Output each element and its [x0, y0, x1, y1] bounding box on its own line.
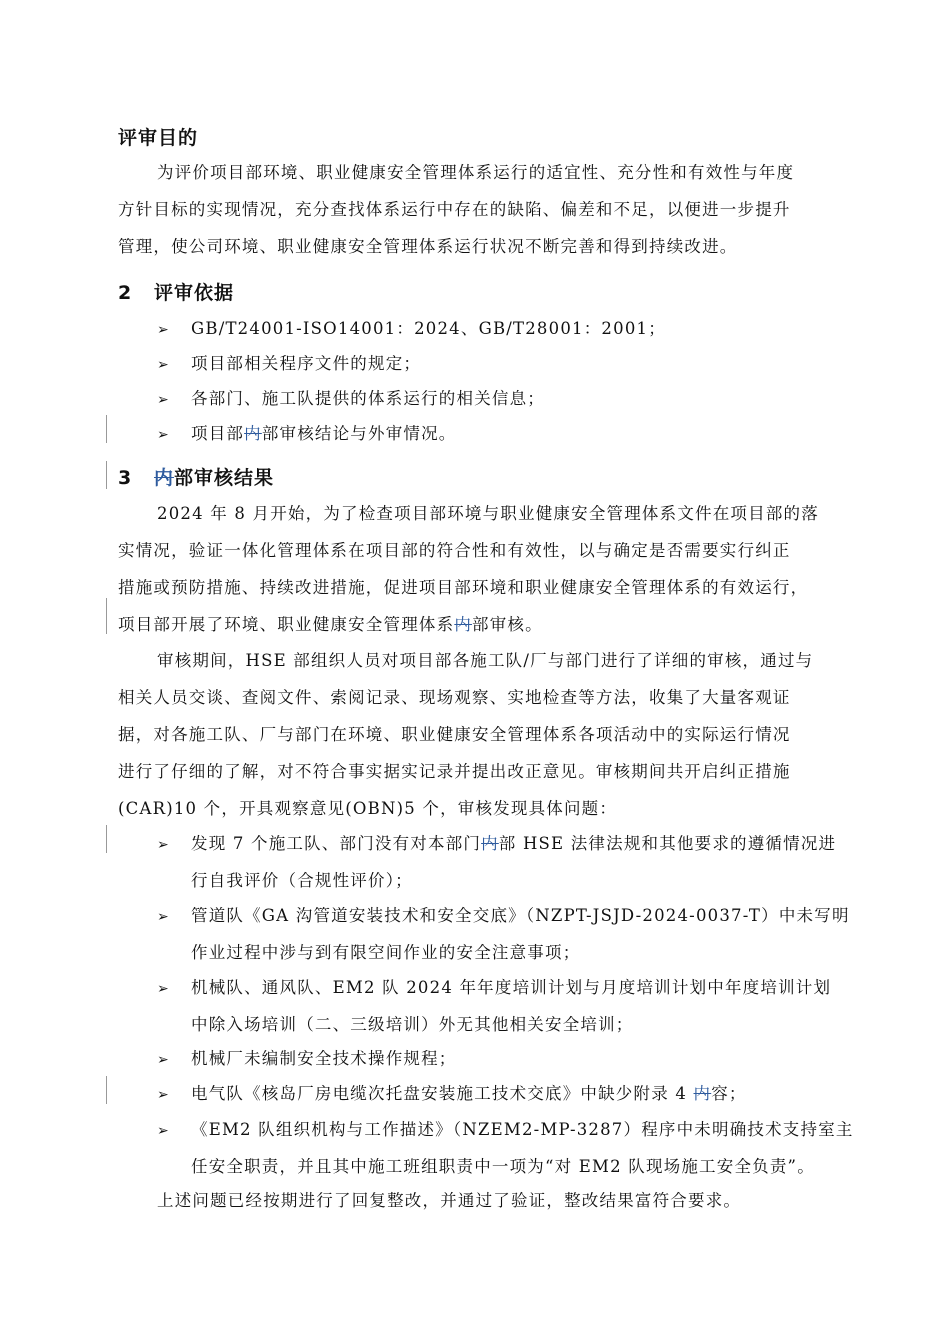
- tracked-deletion: 内: [481, 834, 499, 853]
- arrow-bullet-icon: ➢: [157, 1052, 170, 1068]
- bullet-item: ➢ 《EM2 队组织机构与工作描述》（NZEM2-MP-3287）程序中未明确技术支持室主: [157, 1120, 854, 1139]
- arrow-bullet-icon: ➢: [157, 322, 170, 338]
- revision-mark: [106, 415, 107, 443]
- bullet-item: ➢ 机械队、通风队、EM2 队 2024 年年度培训计划与月度培训计划中年度培训计划: [157, 978, 832, 997]
- arrow-bullet-icon: ➢: [157, 909, 170, 925]
- paragraph-line: 为评价项目部环境、职业健康安全管理体系运行的适宜性、充分性和有效性与年度: [157, 163, 795, 182]
- paragraph-line: 相关人员交谈、查阅文件、索阅记录、现场观察、实地检查等方法，收集了大量客观证: [118, 688, 791, 707]
- section-title-basis: 2 评审依据: [118, 282, 235, 304]
- bullet-continuation: 任安全职责，并且其中施工班组职责中一项为“对 EM2 队现场施工安全负责”。: [191, 1157, 815, 1176]
- section-title-results: 3 内部审核结果: [118, 467, 275, 489]
- arrow-bullet-icon: ➢: [157, 357, 170, 373]
- section-title-purpose: 评审目的: [118, 127, 199, 149]
- arrow-bullet-icon: ➢: [157, 837, 170, 853]
- bullet-item: ➢ 各部门、施工队提供的体系运行的相关信息；: [157, 389, 545, 408]
- bullet-item: ➢ 发现 7 个施工队、部门没有对本部门内部 HSE 法律法规和其他要求的遵循情况进: [157, 834, 837, 853]
- paragraph-line: 项目部开展了环境、职业健康安全管理体系内部审核。: [118, 615, 543, 634]
- bullet-item: ➢ 项目部内部审核结论与外审情况。: [157, 424, 457, 443]
- tracked-deletion: 内: [693, 1084, 712, 1103]
- tracked-deletion: 内: [454, 615, 473, 634]
- arrow-bullet-icon: ➢: [157, 1087, 170, 1103]
- paragraph-line: 措施或预防措施、持续改进措施，促进项目部环境和职业健康安全管理体系的有效运行，: [118, 578, 809, 597]
- paragraph-line: 实情况，验证一体化管理体系在项目部的符合性和有效性，以与确定是否需要实行纠正: [118, 541, 791, 560]
- bullet-continuation: 行自我评价（合规性评价）；: [191, 871, 413, 890]
- closing-paragraph: 上述问题已经按期进行了回复整改，并通过了验证，整改结果富符合要求。: [157, 1191, 742, 1210]
- paragraph-line: 2024 年 8 月开始，为了检查项目部环境与职业健康安全管理体系文件在项目部的落: [157, 504, 819, 523]
- tracked-deletion: 内: [244, 424, 262, 443]
- tracked-deletion: 内: [154, 467, 175, 489]
- paragraph-line: 进行了仔细的了解，对不符合事实据实记录并提出改正意见。审核期间共开启纠正措施: [118, 762, 791, 781]
- paragraph-line: 审核期间，HSE 部组织人员对项目部各施工队/厂与部门进行了详细的审核，通过与: [157, 651, 814, 670]
- bullet-continuation: 中除入场培训（二、三级培训）外无其他相关安全培训；: [191, 1015, 634, 1034]
- arrow-bullet-icon: ➢: [157, 392, 170, 408]
- paragraph-line: 方针目标的实现情况，充分查找体系运行中存在的缺陷、偏差和不足，以便进一步提升: [118, 200, 791, 219]
- revision-mark: [106, 598, 107, 634]
- revision-mark: [106, 461, 107, 489]
- arrow-bullet-icon: ➢: [157, 427, 170, 443]
- paragraph-line: (CAR)10 个，开具观察意见(OBN)5 个，审核发现具体问题：: [118, 799, 618, 818]
- paragraph-line: 据，对各施工队、厂与部门在环境、职业健康安全管理体系各项活动中的实际运行情况: [118, 725, 791, 744]
- bullet-item: ➢ GB/T24001-ISO14001：2024、GB/T28001：2001；: [157, 319, 666, 338]
- revision-mark: [106, 1076, 107, 1104]
- paragraph-line: 管理，使公司环境、职业健康安全管理体系运行状况不断完善和得到持续改进。: [118, 237, 738, 256]
- arrow-bullet-icon: ➢: [157, 1123, 170, 1139]
- bullet-item: ➢ 项目部相关程序文件的规定；: [157, 354, 422, 373]
- arrow-bullet-icon: ➢: [157, 981, 170, 997]
- bullet-item: ➢ 机械厂未编制安全技术操作规程；: [157, 1049, 457, 1068]
- revision-mark: [106, 825, 107, 853]
- bullet-item: ➢ 电气队《核岛厂房电缆次托盘安装施工技术交底》中缺少附录 4 内容；: [157, 1084, 747, 1103]
- bullet-continuation: 作业过程中涉与到有限空间作业的安全注意事项；: [191, 943, 581, 962]
- bullet-item: ➢ 管道队《GA 沟管道安装技术和安全交底》（NZPT-JSJD-2024-0037-T）中未写明: [157, 906, 850, 925]
